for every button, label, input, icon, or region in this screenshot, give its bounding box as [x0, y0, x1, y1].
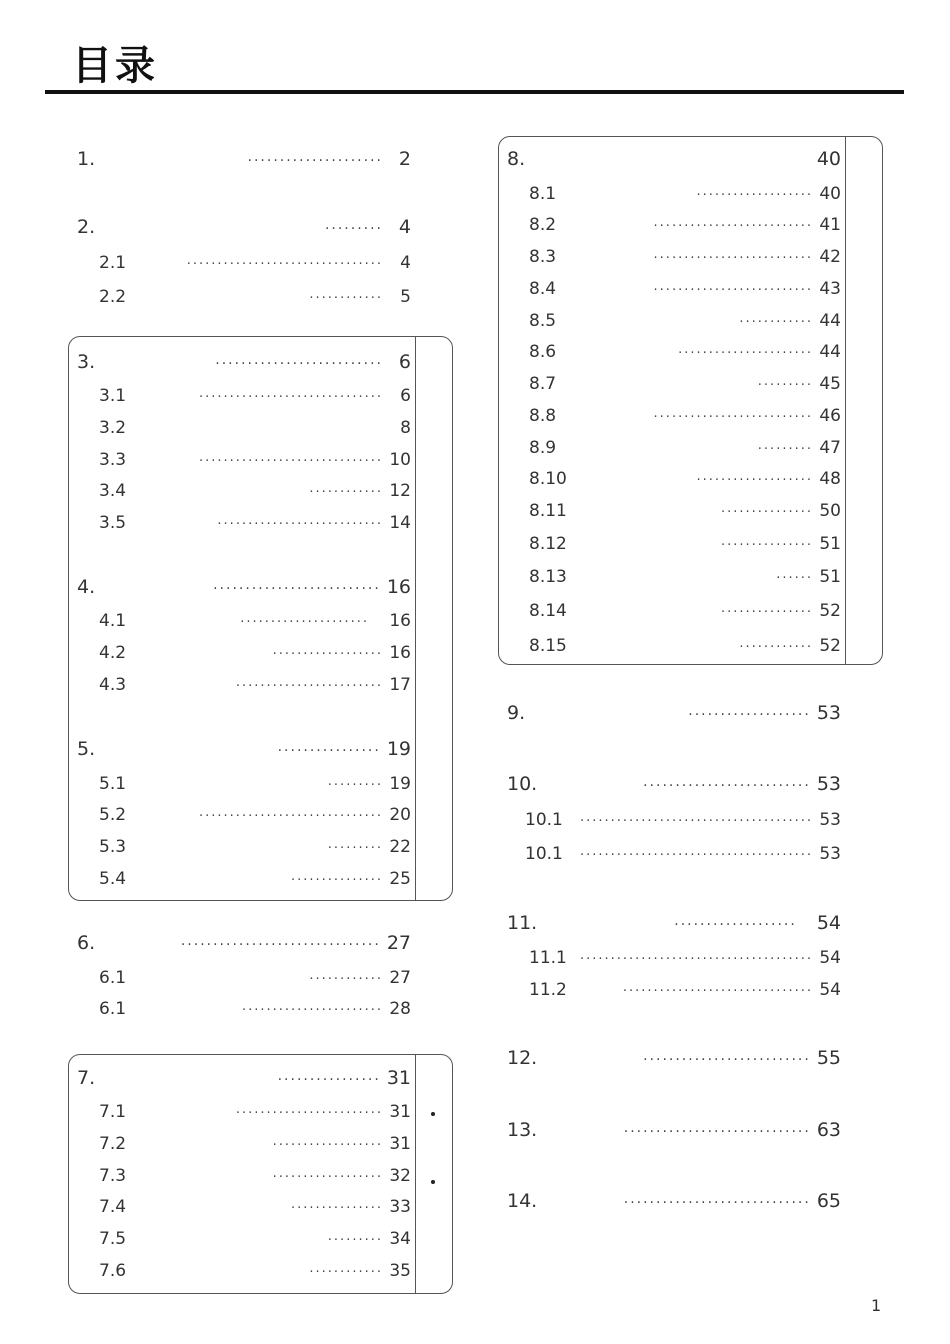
dot-leader: ··························: [653, 410, 813, 425]
toc-section-8-13[interactable]: [529, 563, 841, 591]
toc-entry-number: 5.: [77, 738, 96, 760]
toc-chapter-10[interactable]: [507, 770, 841, 798]
toc-entry-number: 8.9: [529, 438, 557, 458]
dot-leader: ··························: [653, 219, 813, 234]
dot-leader: ············: [309, 972, 383, 987]
toc-entry-number: 8.14: [529, 601, 567, 621]
toc-entry-page: 51: [819, 567, 841, 587]
toc-entry-number: 5.1: [99, 774, 127, 794]
chapter-7-divider: [415, 1055, 416, 1293]
bullet-mark: [431, 1180, 435, 1184]
dot-leader: ·········: [757, 442, 813, 457]
toc-entry-page: 2: [398, 148, 411, 170]
toc-entry-page: 40: [819, 184, 841, 204]
toc-section-5-4[interactable]: [99, 865, 411, 893]
dot-leader: ············: [739, 640, 813, 655]
title-rule: [45, 90, 904, 94]
toc-section-3-3[interactable]: [99, 446, 411, 474]
dot-leader: ···············: [291, 1201, 383, 1216]
toc-entry-page: 19: [389, 774, 411, 794]
toc-entry-page: 12: [389, 481, 411, 501]
toc-section-8-7[interactable]: [529, 370, 841, 398]
toc-entry-number: 7.2: [99, 1134, 127, 1154]
dot-leader: ··························: [643, 778, 811, 794]
toc-entry-number: 3.5: [99, 513, 127, 533]
toc-chapter-2[interactable]: [77, 213, 411, 241]
toc-section-8-3[interactable]: [529, 243, 841, 271]
toc-entry-page: 42: [819, 247, 841, 267]
toc-entry-page: 53: [819, 810, 841, 830]
toc-section-7-6[interactable]: [99, 1257, 411, 1285]
toc-entry-number: 9.: [507, 702, 526, 724]
toc-entry-page: 25: [389, 869, 411, 889]
toc-entry-number: 8.2: [529, 215, 557, 235]
toc-entry-page: 28: [389, 999, 411, 1019]
toc-section-6-1b[interactable]: [99, 995, 411, 1023]
dot-leader: ································: [186, 257, 383, 272]
toc-section-8-11[interactable]: [529, 497, 841, 525]
toc-section-8-6[interactable]: [529, 338, 841, 366]
toc-entry-page: 45: [819, 374, 841, 394]
toc-chapter-5[interactable]: [77, 735, 411, 763]
toc-entry-number: 10.1: [525, 810, 563, 830]
toc-section-2-1[interactable]: [99, 249, 411, 277]
toc-entry-number: 8.3: [529, 247, 557, 267]
toc-entry-number: 8.6: [529, 342, 557, 362]
toc-chapter-11[interactable]: [507, 909, 841, 937]
toc-entry-page: 34: [389, 1229, 411, 1249]
toc-entry-page: 51: [819, 534, 841, 554]
toc-entry-number: 8.13: [529, 567, 567, 587]
toc-entry-page: 27: [386, 932, 411, 954]
toc-entry-page: 16: [386, 576, 411, 598]
dot-leader: ·····························: [623, 1195, 811, 1211]
toc-chapter-7[interactable]: [77, 1064, 411, 1092]
toc-chapter-8[interactable]: [507, 145, 841, 173]
dot-leader: ··························: [653, 283, 813, 298]
dot-leader: ············: [309, 1265, 383, 1280]
toc-entry-number: 2.: [77, 216, 96, 238]
toc-entry-number: 4.3: [99, 675, 127, 695]
toc-entry-page: 54: [816, 912, 841, 934]
dot-leader: ·····················: [247, 153, 383, 169]
toc-entry-page: 33: [389, 1197, 411, 1217]
toc-entry-number: 8.1: [529, 184, 557, 204]
toc-entry-page: 55: [816, 1047, 841, 1069]
toc-entry-number: 3.2: [99, 418, 127, 438]
toc-entry-page: 8: [400, 418, 411, 438]
toc-chapter-4[interactable]: [77, 573, 411, 601]
toc-entry-number: 10.: [507, 773, 538, 795]
toc-entry-number: 4.: [77, 576, 96, 598]
toc-section-3-4[interactable]: [99, 477, 411, 505]
toc-entry-page: 31: [389, 1102, 411, 1122]
toc-entry-number: 4.1: [99, 611, 127, 631]
toc-entry-page: 50: [819, 501, 841, 521]
toc-section-7-3[interactable]: [99, 1162, 411, 1190]
toc-entry-page: 52: [819, 636, 841, 656]
toc-entry-number: 7.4: [99, 1197, 127, 1217]
toc-entry-number: 6.1: [99, 968, 127, 988]
toc-entry-number: 7.: [77, 1067, 96, 1089]
toc-entry-number: 14.: [507, 1190, 538, 1212]
dot-leader: ·······························: [622, 984, 813, 999]
toc-section-4-1[interactable]: [99, 607, 411, 635]
toc-entry-page: 27: [389, 968, 411, 988]
toc-section-8-4[interactable]: [529, 275, 841, 303]
toc-entry-number: 5.3: [99, 837, 127, 857]
toc-entry-page: 43: [819, 279, 841, 299]
dot-leader: ···················: [696, 473, 813, 488]
dot-leader: ·····························: [623, 1124, 811, 1140]
toc-entry-number: 11.1: [529, 948, 567, 968]
dot-leader: ···············: [721, 505, 813, 520]
toc-section-8-14[interactable]: [529, 597, 841, 625]
dot-leader: ··························: [215, 356, 383, 372]
toc-chapter-13[interactable]: [507, 1116, 841, 1144]
toc-entry-number: 8.4: [529, 279, 557, 299]
toc-entry-number: 8.8: [529, 406, 557, 426]
toc-section-2-2[interactable]: [99, 283, 411, 311]
toc-entry-page: 44: [819, 311, 841, 331]
toc-section-10-1b[interactable]: [525, 840, 841, 868]
toc-section-4-2[interactable]: [99, 639, 411, 667]
toc-entry-page: 22: [389, 837, 411, 857]
dot-leader: ··················: [272, 1170, 383, 1185]
toc-section-5-3[interactable]: [99, 833, 411, 861]
toc-entry-page: 5: [400, 287, 411, 307]
toc-entry-page: 10: [389, 450, 411, 470]
toc-entry-page: 48: [819, 469, 841, 489]
page-title: 目录: [72, 43, 158, 89]
toc-entry-page: 32: [389, 1166, 411, 1186]
toc-chapter-3[interactable]: [77, 348, 411, 376]
toc-chapter-6[interactable]: [77, 929, 411, 957]
toc-entry-number: 2.2: [99, 287, 127, 307]
dot-leader: ·········: [327, 1233, 383, 1248]
toc-entry-number: 10.1: [525, 844, 563, 864]
dot-leader: ···················: [696, 188, 813, 203]
toc-section-7-4[interactable]: [99, 1193, 411, 1221]
dot-leader: ···························: [217, 517, 383, 532]
toc-section-8-1[interactable]: [529, 180, 841, 208]
toc-entry-page: 16: [389, 611, 411, 631]
toc-entry-number: 8.: [507, 148, 526, 170]
toc-entry-number: 11.2: [529, 980, 567, 1000]
dot-leader: ······: [776, 571, 813, 586]
dot-leader: ······························: [199, 809, 383, 824]
toc-entry-page: 14: [389, 513, 411, 533]
dot-leader: ······································: [579, 814, 813, 829]
dot-leader: ·······························: [180, 937, 381, 953]
toc-entry-page: 54: [819, 980, 841, 1000]
dot-leader: ··························: [213, 581, 381, 597]
toc-entry-page: 65: [816, 1190, 841, 1212]
toc-section-8-2[interactable]: [529, 211, 841, 239]
toc-entry-page: 4: [398, 216, 411, 238]
toc-entry-number: 2.1: [99, 253, 127, 273]
dot-leader: ·········: [757, 378, 813, 393]
toc-entry-number: 8.7: [529, 374, 557, 394]
toc-entry-page: 52: [819, 601, 841, 621]
dot-leader: ················: [277, 743, 381, 759]
toc-entry-number: 8.15: [529, 636, 567, 656]
dot-leader: ············: [739, 315, 813, 330]
toc-section-11-1[interactable]: [529, 944, 841, 972]
toc-entry-number: 3.3: [99, 450, 127, 470]
dot-leader: ·····················: [240, 615, 369, 630]
toc-entry-page: 54: [819, 948, 841, 968]
dot-leader: ······························: [199, 454, 383, 469]
toc-section-11-2[interactable]: [529, 976, 841, 1004]
toc-entry-page: 17: [389, 675, 411, 695]
dot-leader: ··················: [272, 647, 383, 662]
toc-entry-number: 3.: [77, 351, 96, 373]
chapter-3-5-divider: [415, 337, 416, 900]
toc-entry-number: 8.10: [529, 469, 567, 489]
toc-section-8-15[interactable]: [529, 632, 841, 660]
toc-entry-number: 11.: [507, 912, 538, 934]
toc-entry-page: 20: [389, 805, 411, 825]
toc-section-7-5[interactable]: [99, 1225, 411, 1253]
toc-entry-page: 44: [819, 342, 841, 362]
toc-entry-number: 7.3: [99, 1166, 127, 1186]
dot-leader: ······································: [579, 952, 813, 967]
dot-leader: ·········: [324, 221, 383, 237]
toc-entry-page: 6: [400, 386, 411, 406]
toc-entry-number: 8.12: [529, 534, 567, 554]
toc-entry-number: 5.2: [99, 805, 127, 825]
toc-section-8-10[interactable]: [529, 465, 841, 493]
dot-leader: ···············: [291, 873, 383, 888]
toc-entry-number: 1.: [77, 148, 96, 170]
toc-section-5-2[interactable]: [99, 801, 411, 829]
toc-entry-page: 46: [819, 406, 841, 426]
toc-entry-number: 4.2: [99, 643, 127, 663]
toc-entry-page: 47: [819, 438, 841, 458]
dot-leader: ··················: [272, 1138, 383, 1153]
dot-leader: ······························: [199, 390, 383, 405]
dot-leader: ···············: [721, 605, 813, 620]
dot-leader: ················: [277, 1072, 381, 1088]
toc-section-8-5[interactable]: [529, 307, 841, 335]
toc-section-5-1[interactable]: [99, 770, 411, 798]
toc-entry-page: 35: [389, 1261, 411, 1281]
toc-entry-number: 7.5: [99, 1229, 127, 1249]
toc-entry-page: 53: [816, 702, 841, 724]
toc-entry-number: 8.5: [529, 311, 557, 331]
toc-entry-page: 40: [816, 148, 841, 170]
dot-leader: ························: [235, 1106, 383, 1121]
dot-leader: ············: [309, 291, 383, 306]
dot-leader: ···················: [688, 707, 811, 723]
bullet-mark: [431, 1112, 435, 1116]
dot-leader: ············: [309, 485, 383, 500]
toc-section-3-5[interactable]: [99, 509, 411, 537]
toc-entry-number: 13.: [507, 1119, 538, 1141]
toc-entry-number: 3.4: [99, 481, 127, 501]
page-number: 1: [871, 1296, 882, 1315]
toc-entry-number: 3.1: [99, 386, 127, 406]
toc-chapter-12[interactable]: [507, 1044, 841, 1072]
dot-leader: ························: [235, 679, 383, 694]
dot-leader: ······································: [579, 848, 813, 863]
dot-leader: ·········: [327, 778, 383, 793]
toc-section-6-1[interactable]: [99, 964, 411, 992]
toc-chapter-9[interactable]: [507, 699, 841, 727]
dot-leader: ···················: [674, 917, 797, 933]
toc-entry-page: 31: [386, 1067, 411, 1089]
toc-entry-number: 6.: [77, 932, 96, 954]
toc-chapter-14[interactable]: [507, 1187, 841, 1215]
dot-leader: ··························: [643, 1052, 811, 1068]
toc-section-7-2[interactable]: [99, 1130, 411, 1158]
dot-leader: ·········: [327, 841, 383, 856]
toc-entry-page: 53: [816, 773, 841, 795]
toc-entry-number: 5.4: [99, 869, 127, 889]
toc-entry-number: 12.: [507, 1047, 538, 1069]
toc-entry-number: 7.1: [99, 1102, 127, 1122]
toc-section-3-1[interactable]: [99, 382, 411, 410]
toc-entry-number: 6.1: [99, 999, 127, 1019]
toc-entry-page: 31: [389, 1134, 411, 1154]
toc-entry-page: 19: [386, 738, 411, 760]
toc-section-8-8[interactable]: [529, 402, 841, 430]
toc-entry-page: 63: [816, 1119, 841, 1141]
toc-chapter-1[interactable]: [77, 145, 411, 173]
dot-leader: ······················: [678, 346, 813, 361]
toc-section-3-2[interactable]: [99, 414, 411, 442]
toc-entry-page: 6: [398, 351, 411, 373]
toc-section-4-3[interactable]: [99, 671, 411, 699]
toc-entry-number: 8.11: [529, 501, 567, 521]
toc-section-7-1[interactable]: [99, 1098, 411, 1126]
dot-leader: ·······················: [241, 1003, 383, 1018]
toc-entry-page: 53: [819, 844, 841, 864]
toc-section-10-1[interactable]: [525, 806, 841, 834]
dot-leader: ···············: [721, 538, 813, 553]
dot-leader: ··························: [653, 251, 813, 266]
toc-section-8-12[interactable]: [529, 530, 841, 558]
toc-entry-page: 41: [819, 215, 841, 235]
toc-entry-page: 4: [400, 253, 411, 273]
toc-entry-page: 16: [389, 643, 411, 663]
toc-entry-number: 7.6: [99, 1261, 127, 1281]
toc-section-8-9[interactable]: [529, 434, 841, 462]
chapter-8-divider: [845, 137, 846, 664]
